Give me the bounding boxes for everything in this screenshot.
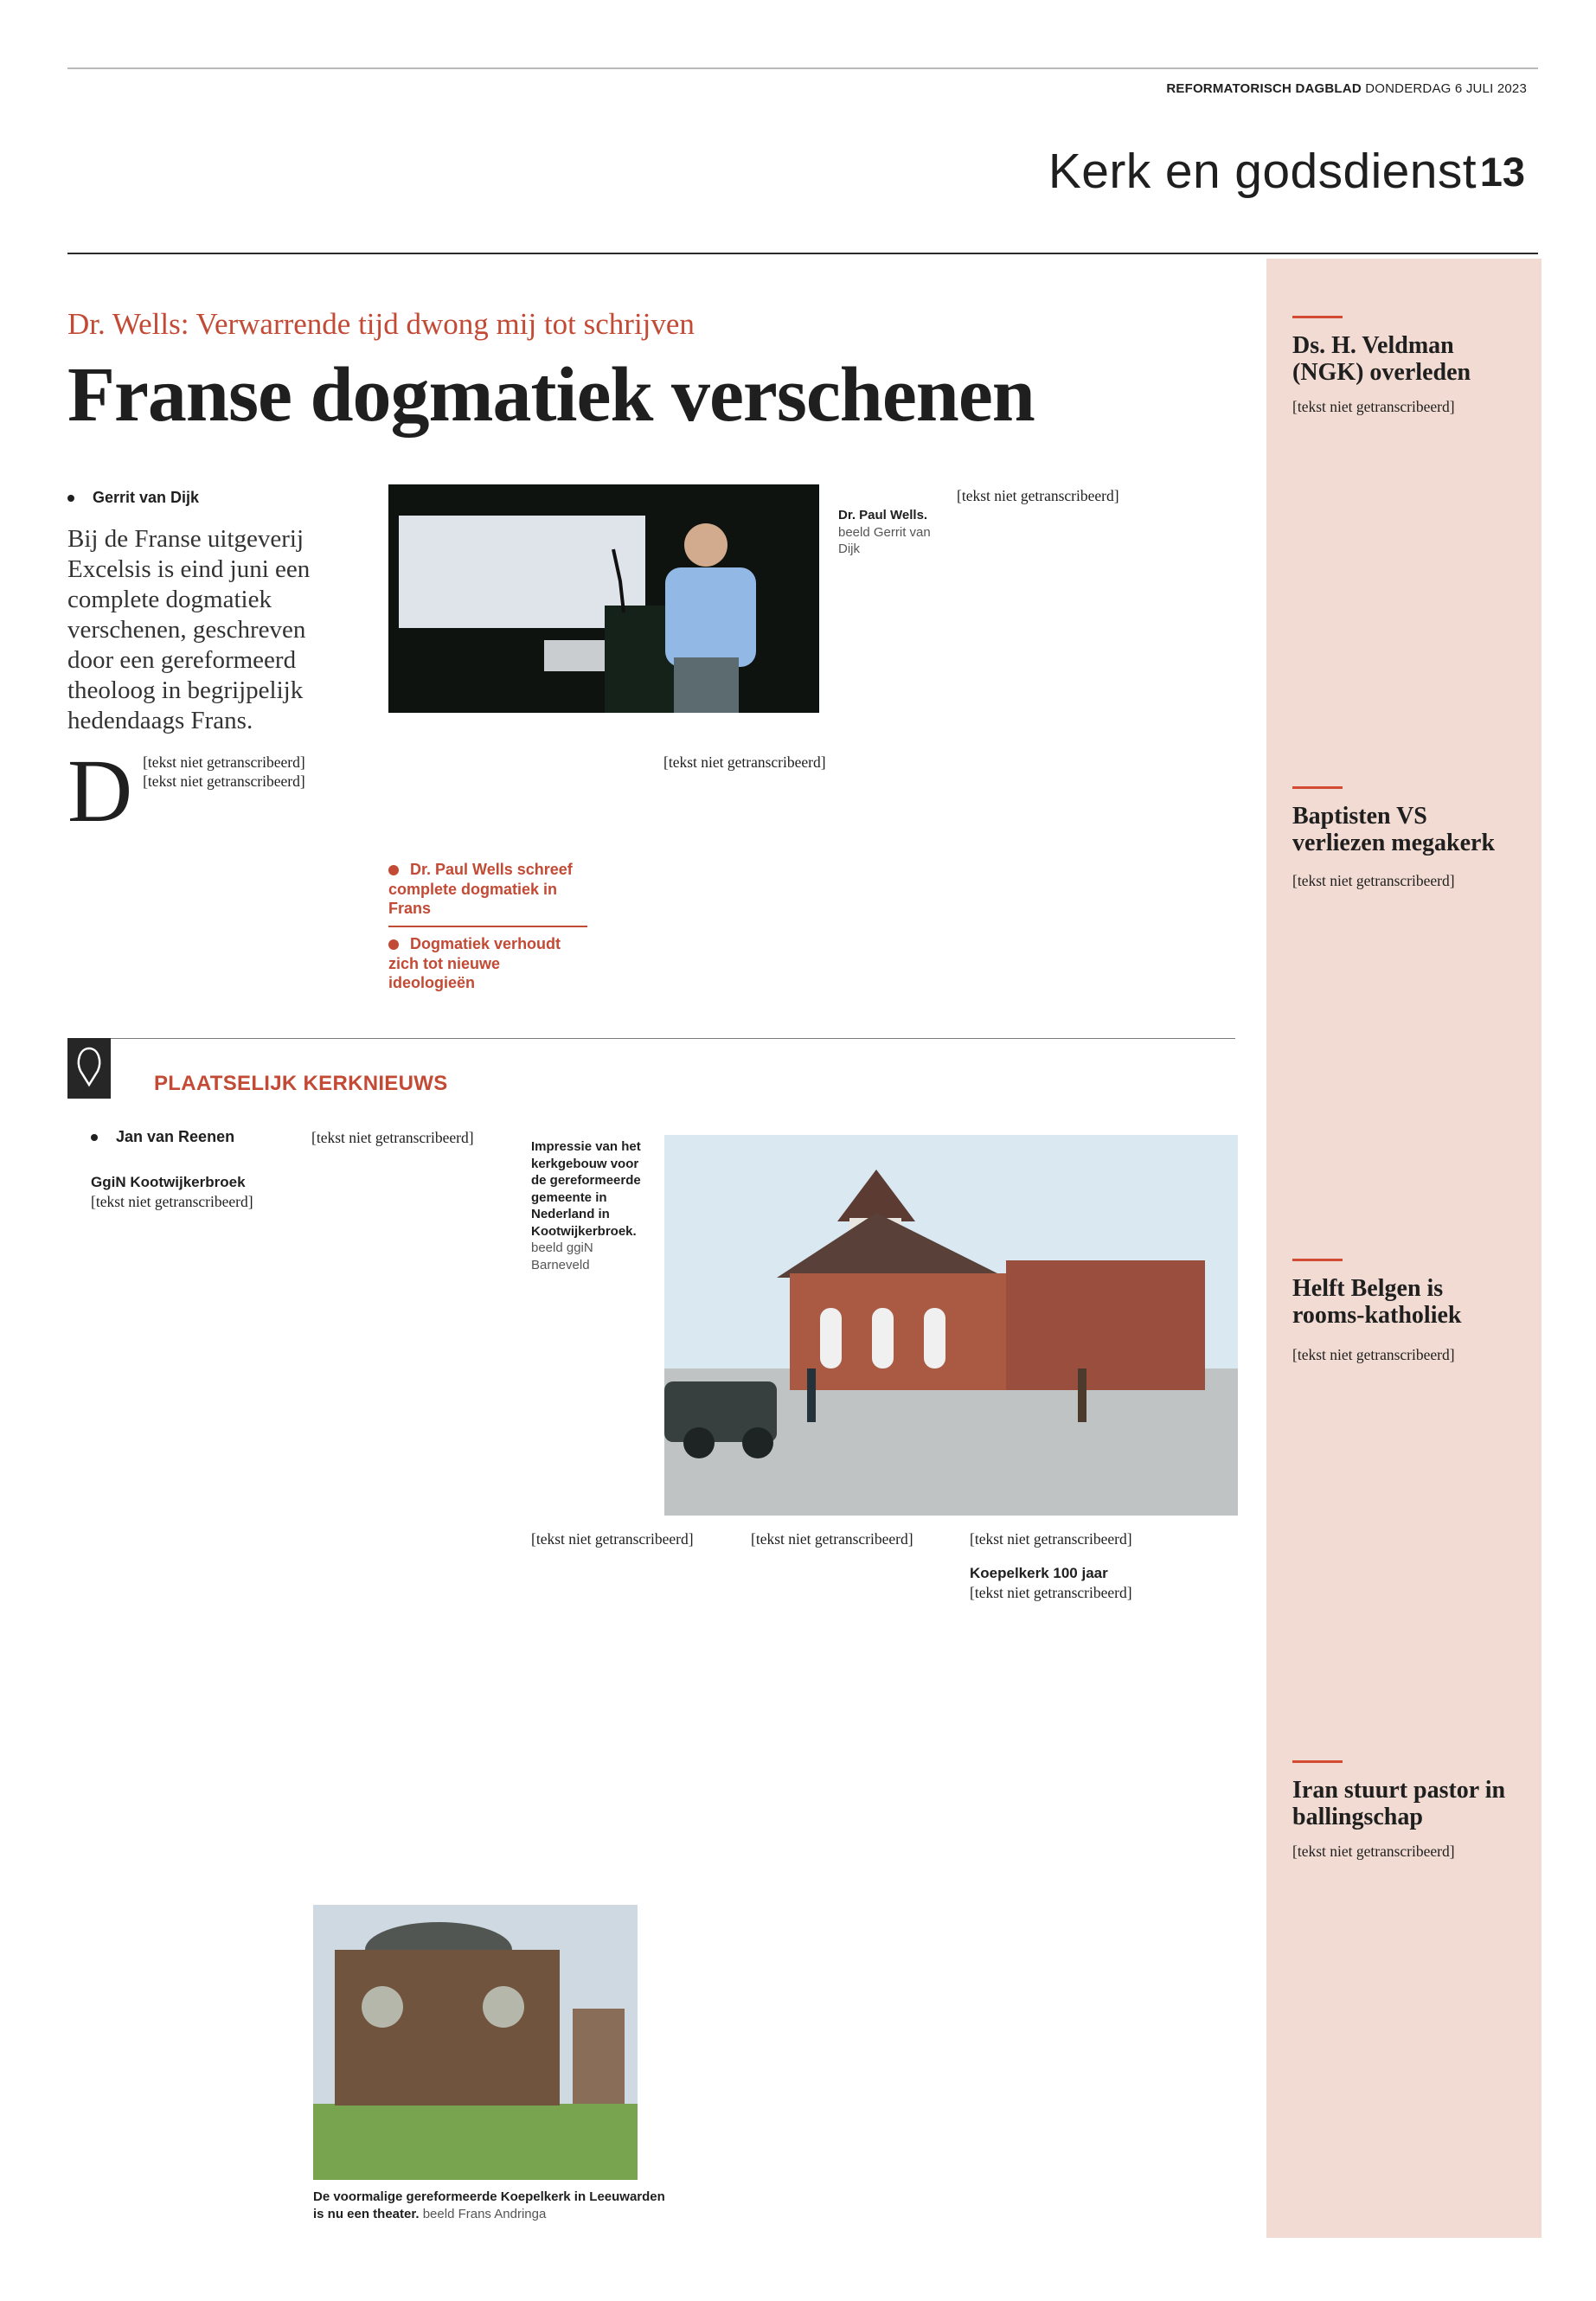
top-rule <box>67 67 1538 69</box>
article-body-text: [tekst niet getranscribeerd] <box>143 753 305 771</box>
laptop-icon <box>544 640 605 671</box>
local-news-text: [tekst niet getranscribeerd] <box>970 1584 1132 1602</box>
speaker-head <box>684 523 727 567</box>
lamp-icon <box>79 1048 99 1085</box>
local-news-column-2 <box>311 1128 510 1147</box>
church-window <box>820 1308 842 1368</box>
byline-bullet-icon <box>67 495 74 502</box>
local-news-text: [tekst niet getranscribeerd] <box>970 1530 1132 1548</box>
sidebar-item-rule <box>1292 1760 1343 1763</box>
sidebar-item-title: Iran stuurt pastor in ballingschap <box>1292 1777 1506 1830</box>
rose-window <box>483 1986 524 2028</box>
header-rule <box>67 253 1538 254</box>
local-news-column-4 <box>751 1529 950 1548</box>
speaker-caption-name: Dr. Paul Wells. <box>838 508 928 522</box>
church-photo-caption <box>531 1138 644 1273</box>
sidebar-item-body <box>1292 871 1517 890</box>
sidebar-item-title: Ds. H. Veldman (NGK) overleden <box>1292 332 1471 386</box>
church-photo-graphic <box>664 1135 1238 1516</box>
koepel-photo <box>313 1905 638 2180</box>
speaker-caption-credit: beeld Gerrit van Dijk <box>838 524 931 556</box>
neighbouring-house <box>573 2009 625 2104</box>
local-news-text: [tekst niet getranscribeerd] <box>531 1530 694 1548</box>
article-byline <box>67 489 199 507</box>
koepel-photo-graphic <box>313 1905 638 2180</box>
issue-date: DONDERDAG 6 JULI 2023 <box>1365 81 1527 96</box>
local-news-subhead: Koepelkerk 100 jaar <box>970 1565 1108 1582</box>
newspaper-name: REFORMATORISCH DAGBLAD <box>1166 81 1362 96</box>
article-body-text: [tekst niet getranscribeerd] <box>143 772 305 791</box>
sidebar-item-title: Baptisten VS verliezen megakerk <box>1292 803 1496 856</box>
koepel-building <box>335 1950 560 2106</box>
article-body-column-1 <box>67 741 355 841</box>
article-body-column-2 <box>663 753 936 772</box>
sidebar-item-text: [tekst niet getranscribeerd] <box>1292 1346 1455 1363</box>
church-side <box>1006 1260 1205 1390</box>
sidebar-item-body <box>1292 1842 1517 1861</box>
lawn <box>313 2104 638 2180</box>
church-window <box>872 1308 894 1368</box>
church-photo <box>664 1135 1238 1516</box>
car-wheel <box>683 1427 715 1458</box>
quote-dot-icon <box>388 865 399 875</box>
church-caption-text: Impressie van het kerkgebouw voor de gereformeerde gemeente in Nederland in Kootwijkerbroek. <box>531 1139 641 1239</box>
sidebar-item-title: Helft Belgen is rooms-katholiek <box>1292 1275 1462 1329</box>
local-news-label: PLAATSELIJK KERKNIEUWS <box>154 1072 448 1095</box>
local-news-text: [tekst niet getranscribeerd] <box>751 1530 913 1548</box>
local-news-column-3 <box>531 1529 730 1548</box>
speaker-trousers <box>674 657 739 713</box>
drop-cap: D <box>67 741 133 841</box>
article-author: Gerrit van Dijk <box>93 489 200 506</box>
church-news-icon-graphic <box>67 1038 111 1099</box>
koepel-caption-credit: beeld Frans Andringa <box>422 2206 547 2221</box>
speaker-shirt <box>665 567 756 667</box>
quote-item-2 <box>388 926 587 1000</box>
sidebar-item-body <box>1292 397 1517 416</box>
sidebar-item-rule <box>1292 1259 1343 1261</box>
church-window <box>924 1308 945 1368</box>
article-body-text: [tekst niet getranscribeerd] <box>957 487 1119 504</box>
koepel-photo-caption <box>313 2189 676 2222</box>
local-news-author: Jan van Reenen <box>116 1128 235 1145</box>
quote-dot-icon <box>388 939 399 950</box>
sidebar-item-rule <box>1292 786 1343 789</box>
local-news-column-1 <box>91 1173 290 1211</box>
section-divider <box>67 1038 1235 1039</box>
section-title: Kerk en godsdienst <box>1048 144 1477 199</box>
sidebar-item-body <box>1292 1345 1517 1364</box>
article-body-text: [tekst niet getranscribeerd] <box>663 753 826 771</box>
speaker-photo <box>388 484 819 713</box>
church-caption-credit: beeld ggiN Barneveld <box>531 1240 593 1272</box>
car-wheel <box>742 1427 773 1458</box>
local-news-text: [tekst niet getranscribeerd] <box>311 1129 474 1146</box>
sidebar-item-rule <box>1292 316 1343 318</box>
quote-text: Dr. Paul Wells schreef complete dogmatiek in Frans <box>388 861 573 918</box>
speaker-photo-caption <box>838 507 942 558</box>
main-area <box>67 260 1246 2232</box>
pedestrian <box>807 1368 816 1422</box>
rose-window <box>362 1986 403 2028</box>
speaker-photo-graphic <box>388 484 819 713</box>
news-sidebar <box>1266 259 1542 2238</box>
article-kicker: Dr. Wells: Verwarrende tijd dwong mij tot schrijven <box>67 307 695 341</box>
quote-text: Dogmatiek verhoudt zich tot nieuwe ideologieën <box>388 935 561 992</box>
koepel-caption-text: De voormalige gereformeerde Koepelkerk in Leeuwarden is nu een theater. <box>313 2189 665 2221</box>
sidebar-item-text: [tekst niet getranscribeerd] <box>1292 872 1455 889</box>
article-quotes <box>388 853 587 1000</box>
local-news-text: [tekst niet getranscribeerd] <box>91 1192 253 1210</box>
local-news-column-5 <box>970 1529 1182 1603</box>
article-intro: Bij de Franse uitgeverij Excelsis is eind juni een complete dogmatiek verschenen, geschreven door een gereformeerd theoloog in begrijpelijk hedendaags Frans. <box>67 525 311 735</box>
article-headline: Franse dogmatiek verschenen <box>67 352 1035 438</box>
article-body-column-3 <box>957 486 1234 505</box>
church-news-icon <box>67 1038 111 1099</box>
masthead-meta <box>1166 81 1527 96</box>
sidebar-item-text: [tekst niet getranscribeerd] <box>1292 1843 1455 1860</box>
quote-item-1 <box>388 853 587 926</box>
local-news-byline <box>91 1128 234 1146</box>
sidebar-item-text: [tekst niet getranscribeerd] <box>1292 398 1455 415</box>
byline-bullet-icon <box>91 1134 98 1141</box>
page-number: 13 <box>1479 149 1525 195</box>
local-news-subhead: GgiN Kootwijkerbroek <box>91 1174 246 1190</box>
pedestrian <box>1078 1368 1086 1422</box>
